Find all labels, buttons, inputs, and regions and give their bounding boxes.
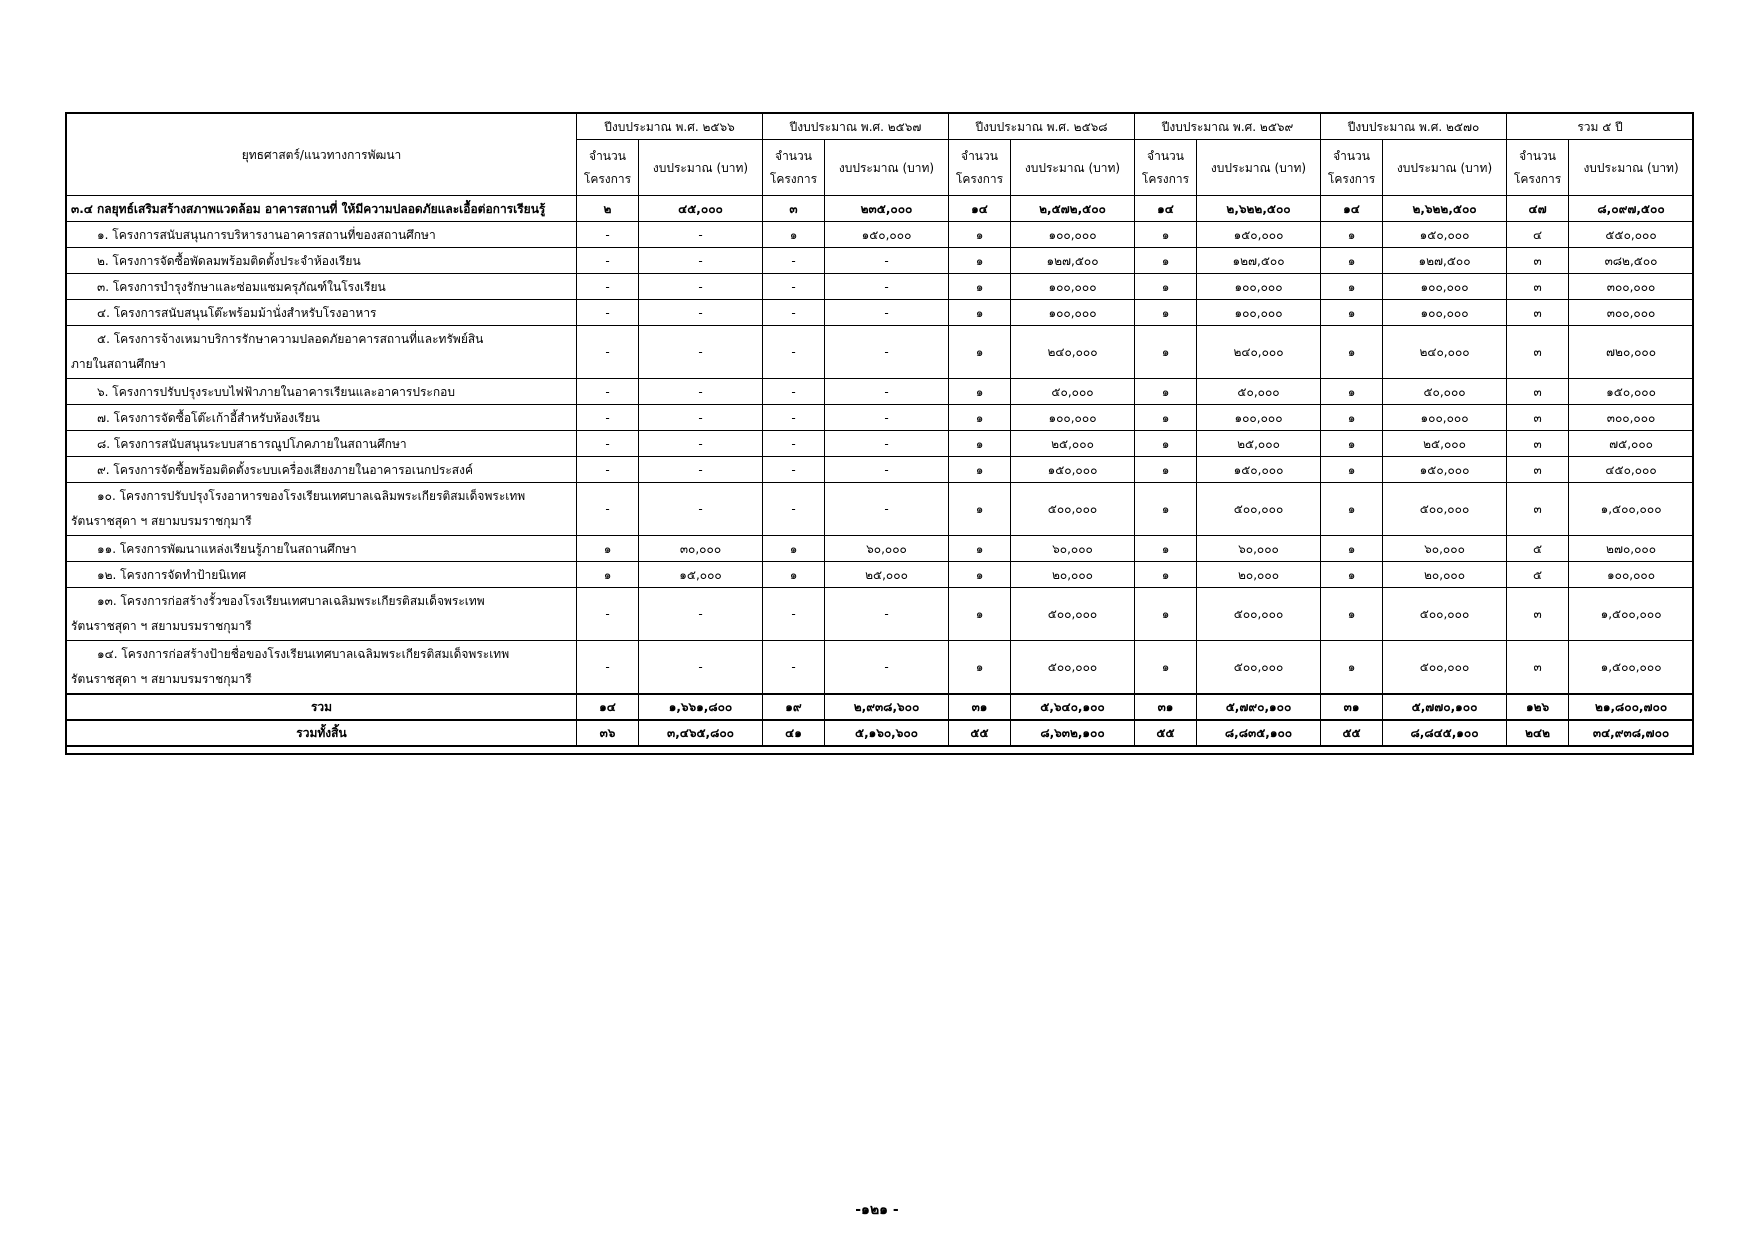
project-count-cell: ๑	[1321, 641, 1383, 694]
budget-amount-cell: -	[825, 326, 949, 379]
budget-amount-cell: ๒,๕๗๒,๕๐๐	[1011, 196, 1135, 222]
budget-amount-cell: ๑๕๐,๐๐๐	[1569, 379, 1694, 405]
project-name-line1: ๒. โครงการจัดซื้อพัดลมพร้อมติดตั้งประจำห้องเรียน	[97, 253, 361, 268]
project-count-cell: ๑	[577, 536, 639, 562]
project-row	[67, 483, 1694, 536]
project-count-cell: ๕๕	[1135, 720, 1197, 746]
project-row	[67, 641, 1694, 694]
budget-amount-cell: ๑๕๐,๐๐๐	[1011, 457, 1135, 483]
budget-amount-cell: ๒๐,๐๐๐	[1383, 562, 1507, 588]
project-row	[67, 326, 1694, 379]
project-count-cell: -	[763, 431, 825, 457]
project-row	[67, 588, 1694, 641]
budget-amount-cell: ๑,๖๖๑,๘๐๐	[639, 694, 763, 720]
budget-amount-cell: ๒,๖๒๒,๕๐๐	[1383, 196, 1507, 222]
project-count-cell: -	[577, 248, 639, 274]
budget-amount-cell: -	[639, 483, 763, 536]
project-name	[67, 379, 577, 405]
project-count-cell: ๑	[1135, 536, 1197, 562]
project-count-cell: -	[763, 274, 825, 300]
project-count-cell: ๓	[1507, 274, 1569, 300]
project-count-cell: ๑	[1321, 274, 1383, 300]
grand-total-row-label: รวมทั้งสิ้น	[67, 720, 577, 746]
count-header-line2: โครงการ	[1327, 171, 1376, 186]
project-count-cell: -	[577, 457, 639, 483]
budget-amount-cell: ๑๐๐,๐๐๐	[1383, 274, 1507, 300]
project-count-cell: ๑	[1321, 431, 1383, 457]
project-count-cell: -	[577, 405, 639, 431]
budget-amount-cell: ๑๐๐,๐๐๐	[1383, 405, 1507, 431]
project-name-line2: รัตนราชสุดา ฯ สยามบรมราชกุมารี	[71, 671, 252, 686]
grand-total-row	[67, 720, 1694, 746]
budget-amount-cell: ๒๑,๘๐๐,๗๐๐	[1569, 694, 1694, 720]
project-name	[67, 405, 577, 431]
budget-amount-cell: ๑๐๐,๐๐๐	[1011, 222, 1135, 248]
project-name-line1: ๙. โครงการจัดซื้อพร้อมติดตั้งระบบเครื่องเสียงภายในอาคารอเนกประสงค์	[97, 462, 474, 477]
project-name-line1: ๕. โครงการจ้างเหมาบริการรักษาความปลอดภัยอาคารสถานที่และทรัพย์สิน	[97, 332, 484, 346]
project-count-cell: ๓	[1507, 379, 1569, 405]
count-column-header	[763, 140, 825, 196]
budget-amount-cell: ๒๓๕,๐๐๐	[825, 196, 949, 222]
budget-amount-cell: ๗๒๐,๐๐๐	[1569, 326, 1694, 379]
project-count-cell: ๑	[1321, 562, 1383, 588]
project-count-cell: ๑	[1135, 483, 1197, 536]
project-count-cell: ๑๙	[763, 694, 825, 720]
budget-amount-cell: ๑,๕๐๐,๐๐๐	[1569, 483, 1694, 536]
year-header: ปีงบประมาณ พ.ศ. ๒๕๖๘	[949, 114, 1135, 140]
project-count-cell: ๒๔๒	[1507, 720, 1569, 746]
project-count-cell: ๓	[1507, 641, 1569, 694]
project-count-cell: -	[763, 588, 825, 641]
project-count-cell: ๓	[1507, 300, 1569, 326]
project-count-cell: ๑๒๖	[1507, 694, 1569, 720]
project-count-cell: ๑	[1321, 326, 1383, 379]
count-header-line2: โครงการ	[955, 171, 1004, 186]
project-count-cell: ๑	[1321, 483, 1383, 536]
project-count-cell: ๑	[1135, 379, 1197, 405]
project-count-cell: ๑	[949, 405, 1011, 431]
budget-amount-cell: ๒๕,๐๐๐	[1197, 431, 1321, 457]
project-count-cell: ๑	[1135, 457, 1197, 483]
budget-column-header: งบประมาณ (บาท)	[1197, 140, 1321, 196]
count-header-line2: โครงการ	[1513, 171, 1562, 186]
budget-column-header: งบประมาณ (บาท)	[1569, 140, 1694, 196]
project-name	[67, 536, 577, 562]
budget-amount-cell: ๑๐๐,๐๐๐	[1569, 562, 1694, 588]
budget-amount-cell: ๕๐,๐๐๐	[1383, 379, 1507, 405]
project-count-cell: ๑	[949, 457, 1011, 483]
count-column-header	[1135, 140, 1197, 196]
budget-table	[66, 113, 1694, 747]
budget-amount-cell: -	[825, 274, 949, 300]
budget-amount-cell: ๒๐,๐๐๐	[1197, 562, 1321, 588]
project-count-cell: ๑	[949, 326, 1011, 379]
project-count-cell: ๑๔	[1135, 196, 1197, 222]
project-count-cell: ๑	[1135, 274, 1197, 300]
project-name-line1: ๑๐. โครงการปรับปรุงโรงอาหารของโรงเรียนเทศบาลเฉลิมพระเกียรติสมเด็จพระเทพ	[97, 489, 526, 503]
project-count-cell: ๑	[1321, 248, 1383, 274]
project-name-line1: ๔. โครงการสนับสนุนโต๊ะพร้อมม้านั่งสำหรับโรงอาหาร	[97, 305, 377, 320]
budget-amount-cell: ๑๒๗,๕๐๐	[1383, 248, 1507, 274]
project-count-cell: ๑	[1135, 326, 1197, 379]
count-header-line1: จำนวน	[589, 148, 626, 163]
project-count-cell: -	[577, 379, 639, 405]
budget-amount-cell: ๕๐๐,๐๐๐	[1197, 588, 1321, 641]
project-count-cell: ๕๕	[949, 720, 1011, 746]
total-row	[67, 694, 1694, 720]
budget-amount-cell: ๑๕๐,๐๐๐	[1197, 457, 1321, 483]
project-count-cell: ๓	[1507, 326, 1569, 379]
count-header-line1: จำนวน	[1333, 148, 1370, 163]
project-count-cell: ๔๑	[763, 720, 825, 746]
budget-amount-cell: -	[825, 300, 949, 326]
project-name-line1: ๑๔. โครงการก่อสร้างป้ายชื่อของโรงเรียนเทศบาลเฉลิมพระเกียรติสมเด็จพระเทพ	[97, 646, 510, 661]
strategy-row	[67, 196, 1694, 222]
page-number: -๑๒๑ -	[855, 1202, 899, 1218]
strategy-column-header: ยุทธศาสตร์/แนวทางการพัฒนา	[67, 114, 577, 196]
project-name	[67, 222, 577, 248]
budget-amount-cell: ๔๕๐,๐๐๐	[1569, 457, 1694, 483]
year-header: ปีงบประมาณ พ.ศ. ๒๕๗๐	[1321, 114, 1507, 140]
count-column-header	[1507, 140, 1569, 196]
project-name-line1: ๑๓. โครงการก่อสร้างรั้วของโรงเรียนเทศบาลเฉลิมพระเกียรติสมเด็จพระเทพ	[97, 594, 485, 608]
project-count-cell: -	[763, 248, 825, 274]
project-count-cell: ๕	[1507, 536, 1569, 562]
budget-amount-cell: ๖๐,๐๐๐	[1197, 536, 1321, 562]
project-count-cell: ๑	[1321, 457, 1383, 483]
budget-amount-cell: ๕,๗๙๐,๑๐๐	[1197, 694, 1321, 720]
budget-amount-cell: -	[639, 641, 763, 694]
project-count-cell: ๕	[1507, 562, 1569, 588]
budget-amount-cell: ๒๕,๐๐๐	[1383, 431, 1507, 457]
project-count-cell: ๑	[949, 562, 1011, 588]
project-count-cell: ๑	[949, 483, 1011, 536]
budget-amount-cell: ๘,๘๔๕,๑๐๐	[1383, 720, 1507, 746]
project-count-cell: -	[763, 379, 825, 405]
project-name-line2: รัตนราชสุดา ฯ สยามบรมราชกุมารี	[71, 514, 252, 528]
budget-amount-cell: ๕๐๐,๐๐๐	[1197, 641, 1321, 694]
year-header: ปีงบประมาณ พ.ศ. ๒๕๖๗	[763, 114, 949, 140]
project-count-cell: ๑	[763, 222, 825, 248]
budget-amount-cell: ๕,๑๖๐,๖๐๐	[825, 720, 949, 746]
project-name-line1: ๓. โครงการบำรุงรักษาและซ่อมแซมครุภัณฑ์ในโรงเรียน	[97, 279, 386, 294]
project-row	[67, 457, 1694, 483]
budget-amount-cell: ๕๐,๐๐๐	[1011, 379, 1135, 405]
budget-amount-cell: -	[639, 248, 763, 274]
budget-column-header: งบประมาณ (บาท)	[1011, 140, 1135, 196]
project-name-line2: รัตนราชสุดา ฯ สยามบรมราชกุมารี	[71, 619, 252, 633]
project-count-cell: -	[577, 483, 639, 536]
budget-amount-cell: ๘,๐๙๗,๕๐๐	[1569, 196, 1694, 222]
budget-amount-cell: -	[639, 300, 763, 326]
project-row	[67, 274, 1694, 300]
budget-amount-cell: ๒,๖๒๒,๕๐๐	[1197, 196, 1321, 222]
project-name-line1: ๖. โครงการปรับปรุงระบบไฟฟ้าภายในอาคารเรียนและอาคารประกอบ	[97, 384, 455, 399]
five-year-total-header: รวม ๕ ปี	[1507, 114, 1694, 140]
project-count-cell: ๒	[577, 196, 639, 222]
project-count-cell: ๑	[949, 274, 1011, 300]
project-count-cell: ๓	[1507, 248, 1569, 274]
project-count-cell: ๑	[949, 431, 1011, 457]
project-count-cell: ๔	[1507, 222, 1569, 248]
total-row-label: รวม	[67, 694, 577, 720]
budget-amount-cell: ๑๕๐,๐๐๐	[825, 222, 949, 248]
project-name-line1: ๑๑. โครงการพัฒนาแหล่งเรียนรู้ภายในสถานศึกษา	[97, 541, 357, 556]
project-row	[67, 536, 1694, 562]
budget-amount-cell: ๕๐,๐๐๐	[1197, 379, 1321, 405]
project-count-cell: -	[763, 483, 825, 536]
project-name	[67, 588, 577, 641]
budget-amount-cell: ๑๒๗,๕๐๐	[1197, 248, 1321, 274]
budget-amount-cell: ๑๒๗,๕๐๐	[1011, 248, 1135, 274]
project-count-cell: ๓๑	[1135, 694, 1197, 720]
budget-amount-cell: ๓๘๒,๕๐๐	[1569, 248, 1694, 274]
budget-amount-cell: ๓๔,๙๓๘,๗๐๐	[1569, 720, 1694, 746]
budget-amount-cell: ๑๕,๐๐๐	[639, 562, 763, 588]
project-count-cell: ๑	[949, 248, 1011, 274]
count-header-line2: โครงการ	[1141, 171, 1190, 186]
project-name-line1: ๗. โครงการจัดซื้อโต๊ะเก้าอี้สำหรับห้องเรียน	[97, 410, 320, 425]
budget-amount-cell: ๓,๔๖๕,๘๐๐	[639, 720, 763, 746]
budget-amount-cell: ๓๐,๐๐๐	[639, 536, 763, 562]
project-count-cell: ๑	[1135, 248, 1197, 274]
project-count-cell: ๑๔	[577, 694, 639, 720]
budget-amount-cell: -	[825, 483, 949, 536]
budget-amount-cell: ๕๐๐,๐๐๐	[1011, 588, 1135, 641]
project-row	[67, 405, 1694, 431]
budget-amount-cell: ๖๐,๐๐๐	[1011, 536, 1135, 562]
project-count-cell: -	[763, 300, 825, 326]
project-count-cell: ๑	[949, 536, 1011, 562]
project-count-cell: ๓	[1507, 588, 1569, 641]
project-count-cell: ๑	[763, 562, 825, 588]
year-header: ปีงบประมาณ พ.ศ. ๒๕๖๖	[577, 114, 763, 140]
project-count-cell: ๑	[1135, 300, 1197, 326]
project-count-cell: ๓	[1507, 457, 1569, 483]
project-count-cell: ๕๕	[1321, 720, 1383, 746]
budget-amount-cell: ๓๐๐,๐๐๐	[1569, 300, 1694, 326]
project-name	[67, 431, 577, 457]
project-count-cell: -	[763, 405, 825, 431]
project-name	[67, 483, 577, 536]
project-count-cell: -	[577, 300, 639, 326]
budget-amount-cell: ๒๕,๐๐๐	[1011, 431, 1135, 457]
project-row	[67, 431, 1694, 457]
project-count-cell: -	[577, 588, 639, 641]
project-name	[67, 562, 577, 588]
project-count-cell: ๓๖	[577, 720, 639, 746]
project-name	[67, 457, 577, 483]
budget-amount-cell: -	[825, 405, 949, 431]
count-header-line2: โครงการ	[583, 171, 632, 186]
budget-amount-cell: ๘,๖๓๒,๑๐๐	[1011, 720, 1135, 746]
project-count-cell: ๑	[1321, 300, 1383, 326]
budget-column-header: งบประมาณ (บาท)	[825, 140, 949, 196]
project-count-cell: ๑	[949, 300, 1011, 326]
count-column-header	[1321, 140, 1383, 196]
budget-amount-cell: -	[825, 588, 949, 641]
budget-amount-cell: ๓๐๐,๐๐๐	[1569, 274, 1694, 300]
project-count-cell: -	[763, 326, 825, 379]
project-count-cell: -	[577, 431, 639, 457]
project-count-cell: ๑	[1135, 588, 1197, 641]
budget-amount-cell: ๕๐๐,๐๐๐	[1011, 483, 1135, 536]
project-row	[67, 248, 1694, 274]
project-count-cell: ๑๔	[1321, 196, 1383, 222]
year-header: ปีงบประมาณ พ.ศ. ๒๕๖๙	[1135, 114, 1321, 140]
budget-amount-cell: ๕๐๐,๐๐๐	[1383, 641, 1507, 694]
budget-amount-cell: -	[639, 405, 763, 431]
project-count-cell: ๑๔	[949, 196, 1011, 222]
project-count-cell: ๑	[1321, 536, 1383, 562]
project-count-cell: ๑	[1135, 405, 1197, 431]
budget-amount-cell: ๑,๕๐๐,๐๐๐	[1569, 641, 1694, 694]
project-row	[67, 562, 1694, 588]
budget-amount-cell: -	[825, 457, 949, 483]
project-count-cell: -	[763, 641, 825, 694]
budget-amount-cell: -	[825, 431, 949, 457]
budget-amount-cell: ๕๐๐,๐๐๐	[1383, 588, 1507, 641]
project-count-cell: ๑	[1135, 431, 1197, 457]
budget-amount-cell: ๑๕๐,๐๐๐	[1383, 222, 1507, 248]
project-row	[67, 222, 1694, 248]
budget-amount-cell: -	[639, 457, 763, 483]
budget-amount-cell: ๒๔๐,๐๐๐	[1197, 326, 1321, 379]
budget-amount-cell: ๑๐๐,๐๐๐	[1011, 274, 1135, 300]
project-count-cell: ๓๑	[949, 694, 1011, 720]
budget-amount-cell: ๕๐๐,๐๐๐	[1197, 483, 1321, 536]
project-count-cell: ๓	[1507, 405, 1569, 431]
project-name	[67, 300, 577, 326]
project-count-cell: ๓	[1507, 483, 1569, 536]
budget-amount-cell: ๕,๖๔๐,๑๐๐	[1011, 694, 1135, 720]
project-count-cell: -	[763, 457, 825, 483]
project-name-line2: ภายในสถานศึกษา	[71, 357, 166, 371]
budget-amount-cell: -	[825, 248, 949, 274]
budget-amount-cell: ๑๐๐,๐๐๐	[1011, 300, 1135, 326]
project-count-cell: ๑	[949, 379, 1011, 405]
project-count-cell: ๑	[1321, 405, 1383, 431]
budget-amount-cell: -	[825, 641, 949, 694]
project-count-cell: ๑	[1135, 641, 1197, 694]
project-count-cell: ๑	[1321, 379, 1383, 405]
project-name	[67, 641, 577, 694]
budget-amount-cell: ๑๕๐,๐๐๐	[1383, 457, 1507, 483]
budget-amount-cell: ๒๕,๐๐๐	[825, 562, 949, 588]
budget-amount-cell: ๕,๗๗๐,๑๐๐	[1383, 694, 1507, 720]
budget-amount-cell: ๒๔๐,๐๐๐	[1383, 326, 1507, 379]
project-count-cell: ๑	[949, 222, 1011, 248]
count-header-line1: จำนวน	[1519, 148, 1556, 163]
budget-amount-cell: -	[639, 274, 763, 300]
count-header-line1: จำนวน	[775, 148, 812, 163]
budget-amount-cell: ๑๐๐,๐๐๐	[1197, 405, 1321, 431]
budget-amount-cell: -	[639, 379, 763, 405]
count-header-line1: จำนวน	[1147, 148, 1184, 163]
budget-amount-cell: ๖๐,๐๐๐	[825, 536, 949, 562]
project-row	[67, 379, 1694, 405]
project-row	[67, 300, 1694, 326]
count-column-header	[577, 140, 639, 196]
project-name	[67, 248, 577, 274]
budget-amount-cell: ๒๔๐,๐๐๐	[1011, 326, 1135, 379]
budget-amount-cell: ๒๐,๐๐๐	[1011, 562, 1135, 588]
budget-amount-cell: -	[639, 588, 763, 641]
project-name	[67, 326, 577, 379]
project-count-cell: ๑	[577, 562, 639, 588]
project-name	[67, 274, 577, 300]
project-count-cell: ๓	[763, 196, 825, 222]
project-count-cell: -	[577, 222, 639, 248]
budget-column-header: งบประมาณ (บาท)	[639, 140, 763, 196]
budget-amount-cell: -	[639, 326, 763, 379]
count-header-line1: จำนวน	[961, 148, 998, 163]
project-count-cell: ๑	[949, 588, 1011, 641]
budget-amount-cell: ๘,๘๓๕,๑๐๐	[1197, 720, 1321, 746]
count-header-line2: โครงการ	[769, 171, 818, 186]
budget-amount-cell: ๑๕๐,๐๐๐	[1197, 222, 1321, 248]
budget-amount-cell: ๕๐๐,๐๐๐	[1011, 641, 1135, 694]
project-name-line1: ๑. โครงการสนับสนุนการบริหารงานอาคารสถานที่ของสถานศึกษา	[97, 227, 436, 242]
budget-amount-cell: ๑๐๐,๐๐๐	[1383, 300, 1507, 326]
project-count-cell: ๑	[1135, 222, 1197, 248]
project-count-cell: -	[577, 641, 639, 694]
project-count-cell: ๔๗	[1507, 196, 1569, 222]
budget-amount-cell: -	[639, 431, 763, 457]
budget-amount-cell: ๖๐,๐๐๐	[1383, 536, 1507, 562]
project-count-cell: ๑	[1135, 562, 1197, 588]
budget-amount-cell: ๒๗๐,๐๐๐	[1569, 536, 1694, 562]
project-name-line1: ๑๒. โครงการจัดทำป้ายนิเทศ	[97, 567, 247, 582]
project-count-cell: ๓	[1507, 431, 1569, 457]
budget-amount-cell: ๑,๕๐๐,๐๐๐	[1569, 588, 1694, 641]
budget-amount-cell: ๕๐๐,๐๐๐	[1383, 483, 1507, 536]
project-name-line1: ๘. โครงการสนับสนุนระบบสาธารณูปโภคภายในสถานศึกษา	[97, 436, 407, 451]
project-count-cell: ๑	[1321, 588, 1383, 641]
project-count-cell: -	[577, 326, 639, 379]
budget-amount-cell: ๔๕,๐๐๐	[639, 196, 763, 222]
budget-amount-cell: -	[639, 222, 763, 248]
budget-amount-cell: ๑๐๐,๐๐๐	[1197, 300, 1321, 326]
budget-amount-cell: -	[825, 379, 949, 405]
count-column-header	[949, 140, 1011, 196]
budget-column-header: งบประมาณ (บาท)	[1383, 140, 1507, 196]
project-count-cell: ๓๑	[1321, 694, 1383, 720]
project-count-cell: ๑	[1321, 222, 1383, 248]
strategy-name: ๓.๔ กลยุทธ์เสริมสร้างสภาพแวดล้อม อาคารสถานที่ ให้มีความปลอดภัยและเอื้อต่อการเรียนรู้	[67, 196, 577, 222]
budget-amount-cell: ๓๐๐,๐๐๐	[1569, 405, 1694, 431]
budget-amount-cell: ๑๐๐,๐๐๐	[1011, 405, 1135, 431]
budget-amount-cell: ๗๕,๐๐๐	[1569, 431, 1694, 457]
project-count-cell: ๑	[763, 536, 825, 562]
budget-amount-cell: ๕๕๐,๐๐๐	[1569, 222, 1694, 248]
project-count-cell: -	[577, 274, 639, 300]
budget-amount-cell: ๒,๙๓๘,๖๐๐	[825, 694, 949, 720]
budget-amount-cell: ๑๐๐,๐๐๐	[1197, 274, 1321, 300]
project-count-cell: ๑	[949, 641, 1011, 694]
